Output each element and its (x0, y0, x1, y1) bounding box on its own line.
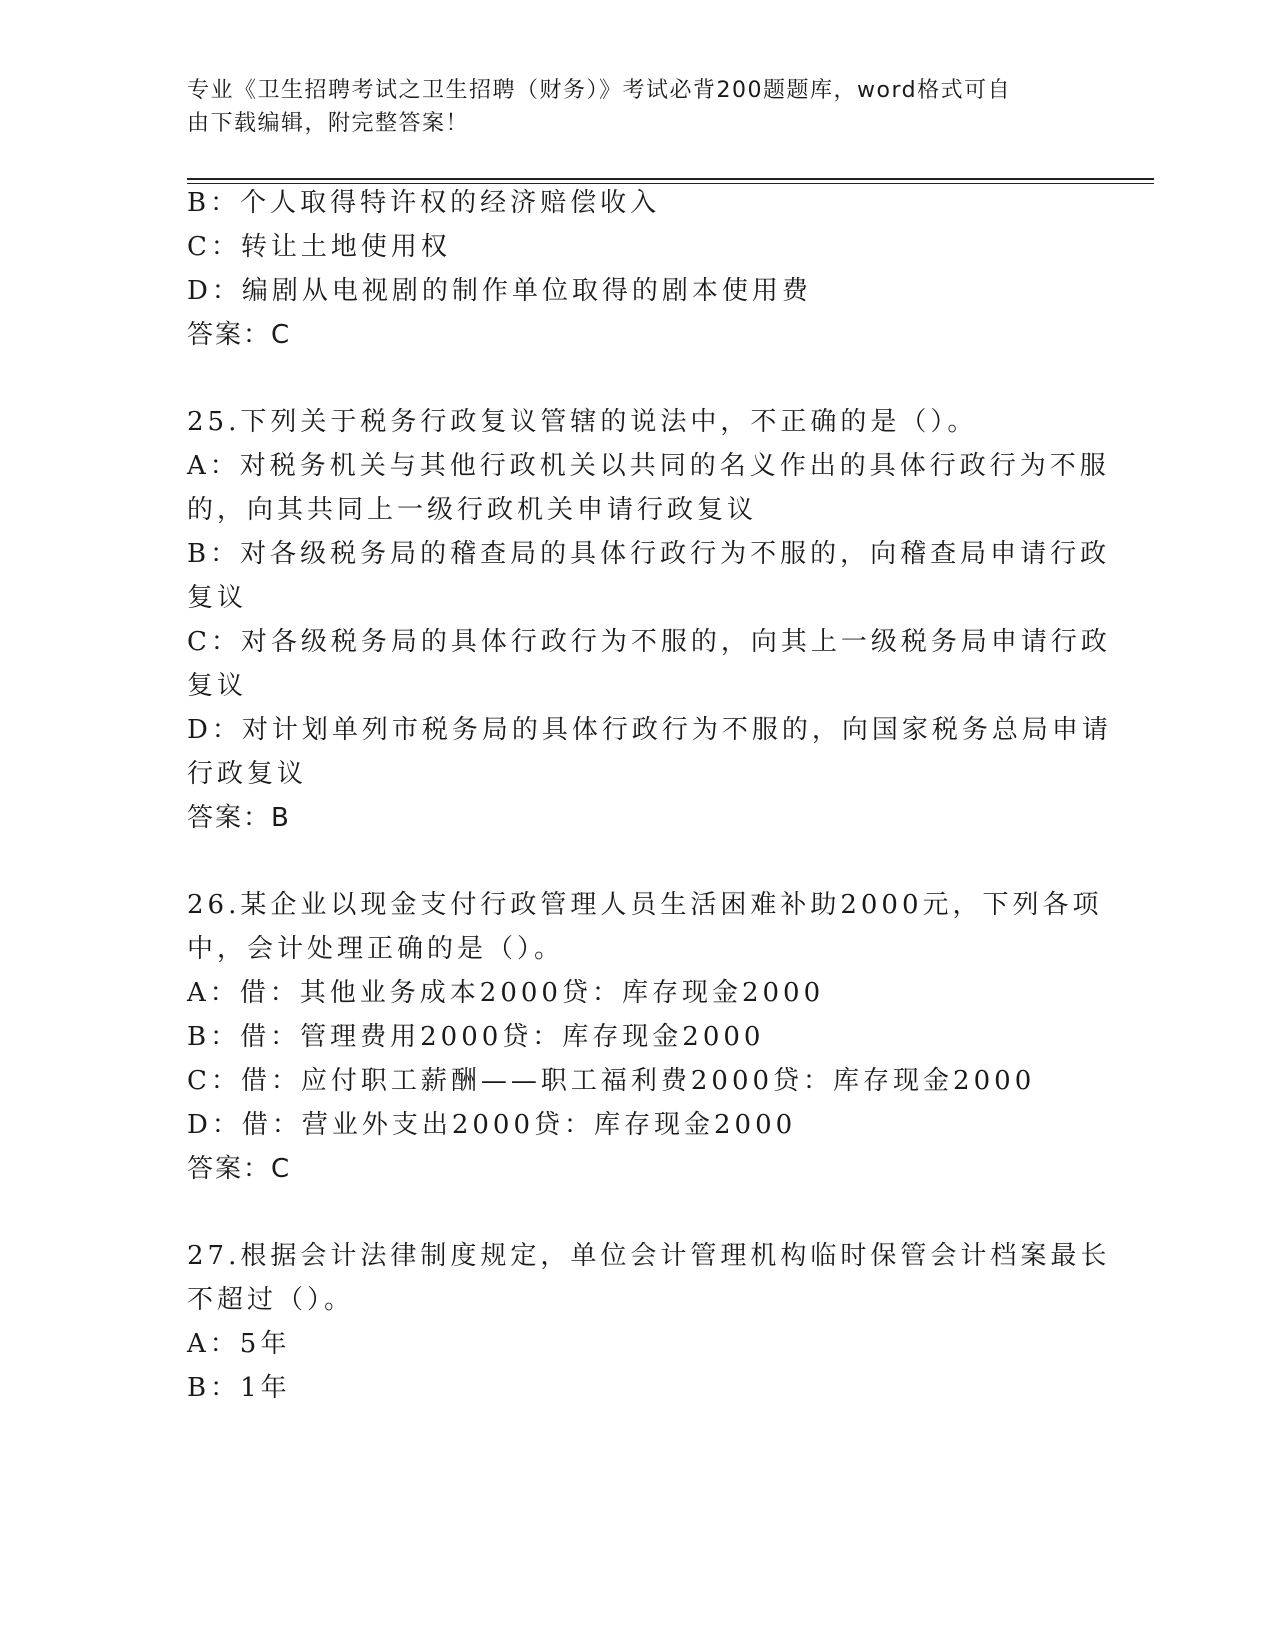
q26-option-b: B：借：管理费用2000贷：库存现金2000 (187, 1022, 765, 1052)
q27-stem-line-2: 不超过（）。 (187, 1285, 355, 1315)
q27-option-a: A：5年 (187, 1329, 291, 1359)
document-header (187, 74, 1087, 140)
q26-option-c: C：借：应付职工薪酬——职工福利费2000贷：库存现金2000 (187, 1066, 1036, 1096)
q26-option-a: A：借：其他业务成本2000贷：库存现金2000 (187, 978, 825, 1008)
q26-option-d: D：借：营业外支出2000贷：库存现金2000 (187, 1110, 797, 1140)
q25-option-b-line-1: B：对各级税务局的稽查局的具体行政行为不服的，向稽查局申请行政 (187, 539, 1111, 569)
q25-stem: 25.下列关于税务行政复议管辖的说法中，不正确的是（）。 (187, 407, 978, 437)
q26-stem-line-2: 中，会计处理正确的是（）。 (187, 934, 565, 964)
q27-option-b: B：1年 (187, 1373, 291, 1403)
q27-stem-line-1: 27.根据会计法律制度规定，单位会计管理机构临时保管会计档案最长 (187, 1241, 1111, 1271)
q25-option-d-line-1: D：对计划单列市税务局的具体行政行为不服的，向国家税务总局申请 (187, 715, 1112, 745)
q25-option-b-line-2: 复议 (187, 583, 248, 613)
q26-stem-line-1: 26.某企业以现金支付行政管理人员生活困难补助2000元，下列各项 (187, 890, 1103, 920)
q25-option-a-line-2: 的，向其共同上一级行政机关申请行政复议 (187, 495, 758, 525)
q24-option-d: D：编剧从电视剧的制作单位取得的剧本使用费 (187, 276, 812, 306)
header-line-2: 由下载编辑，附完整答案！ (187, 111, 470, 136)
q25-option-d-line-2: 行政复议 (187, 759, 308, 789)
q24-option-c: C：转让土地使用权 (187, 232, 451, 262)
q25-answer: 答案：B (187, 803, 291, 833)
header-divider-thin (187, 183, 1154, 184)
header-divider-thick (187, 178, 1154, 180)
q26-answer: 答案：C (187, 1154, 292, 1184)
header-line-1: 专业《卫生招聘考试之卫生招聘（财务）》考试必背200题题库，word格式可自 (187, 78, 1012, 103)
q25-option-a-line-1: A：对税务机关与其他行政机关以共同的名义作出的具体行政行为不服 (187, 451, 1110, 481)
q24-option-b: B：个人取得特许权的经济赔偿收入 (187, 188, 661, 218)
q24-answer: 答案：C (187, 320, 292, 350)
q25-option-c-line-1: C：对各级税务局的具体行政行为不服的，向其上一级税务局申请行政 (187, 627, 1111, 657)
q25-option-c-line-2: 复议 (187, 671, 248, 701)
